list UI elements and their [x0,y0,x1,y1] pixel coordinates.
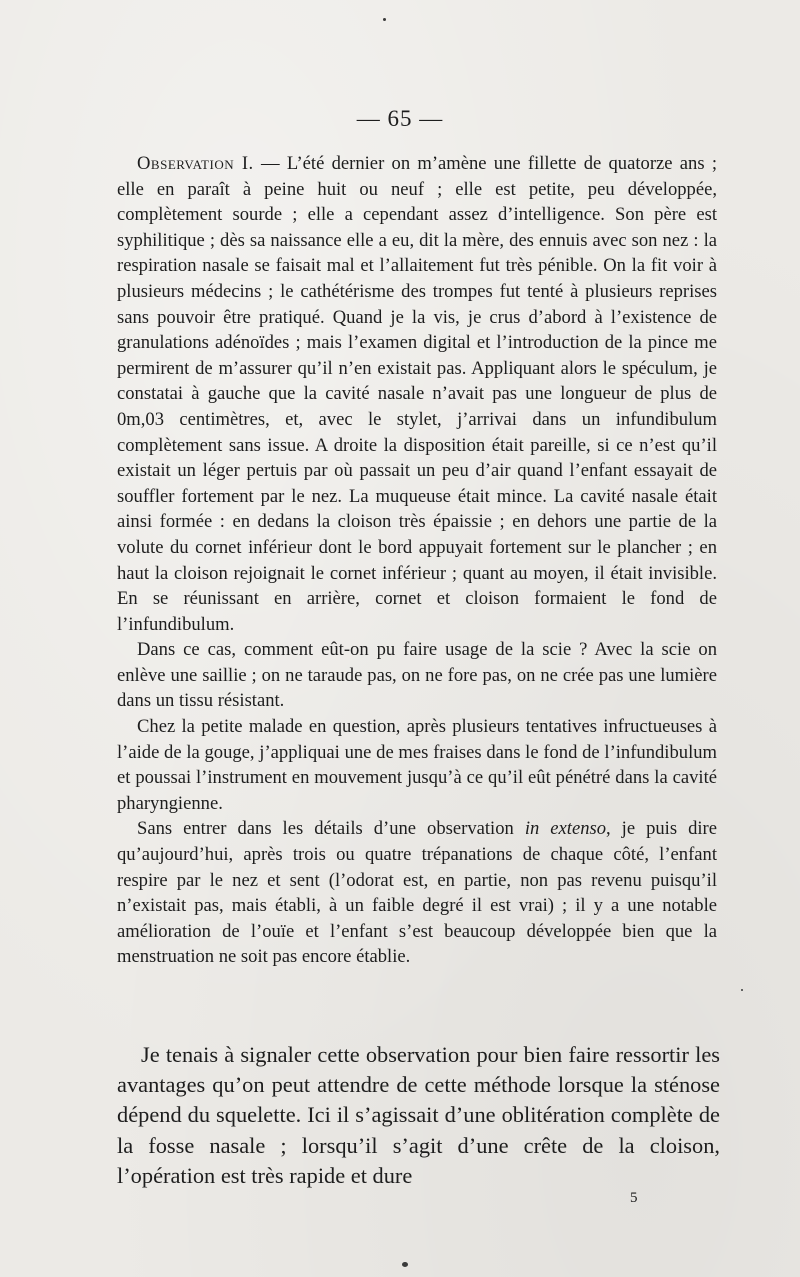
observation-paragraph-4 [117,816,717,970]
observation-paragraph-1 [117,151,717,637]
observation-label: Observation I. [137,153,254,174]
lead-paragraph: Je tenais à signaler cette observation pour bien faire ressortir les avantages qu’on peut attendre de cette méthode lorsque la sténose dépend du squelette. Ici il s’agissait d’une oblitération complète de la fosse nasale ; lorsqu’il s’agit d’une crête de la cloison, l’opération est très rapide et dure [117,1042,720,1188]
observation-paragraph-3: Chez la petite malade en question, après plusieurs tentatives infructueuses à l’aide de la gouge, j’appliquai une de mes fraises dans le fond de l’infundibulum et poussai l’instrument en mouvement jusqu’à ce qu’il eût pénétré dans la cavité pharyngienne. [117,716,717,814]
observation-paragraph-1-text: — L’été dernier on m’amène une fillette de quatorze ans ; elle en paraît à peine huit ou neuf ; elle est petite, peu développée, complètement sourde ; elle a cependant assez d’intelligence. Son père est syphilitique ; dès sa naissance elle a eu, dit la mère, des ennuis avec son nez : la respiration nasale se faisait mal et l’allaitement fut très pénible. On la fit voir à plusieurs médecins ; le cathétérisme des trompes fut tenté à plusieurs reprises sans pouvoir être pratiqué. Quand je la vis, je crus d’abord à l’existence de granulations adénoïdes ; mais l’examen digital et l’introduction de la pince me permirent de m’assurer qu’il n’en existait pas. Appliquant alors le spéculum, je constatai à gauche que la cavité nasale n’avait pas une longueur de plus de 0m,03 centimètres, et, avec le stylet, j’arrivai dans un infundibulum complètement sans issue. A droite la disposition était pareille, si ce n’est qu’il existait un léger pertuis par où passait un peu d’air quand l’enfant essayait de souffler fortement par le nez. La muqueuse était mince. La cavité nasale était ainsi formée : en dedans la cloison très épaissie ; en dehors une partie de la volute du cornet inférieur dont le bord appuyait fortement sur le plancher ; en haut la cloison rejoignait le cornet inférieur ; quant au moyen, il était invisible. En se réunissant en arrière, cornet et cloison formaient le fond de l’infundibulum. [117,153,717,635]
page-number: — 65 — [356,106,444,131]
observation-paragraph-4-before: Sans entrer dans les détails d’une observation [137,818,525,840]
paper-speck [402,1262,408,1267]
observation-paragraph-4-italic: in extenso [524,818,607,840]
signature-mark: 5 [630,1190,638,1206]
observation-paragraph-4-after: , je puis dire qu’aujourd’hui, après trois ou quatre trépanations de chaque côté, l’enfant respire par le nez et sent (l’odorat est, en partie, non pas revenu puisqu’il n’existait pas, mais établi, à un faible degré il est vrai) ; il y a une notable amélioration de l’ouïe et l’enfant s’est beaucoup développée bien que la menstruation ne soit pas encore établie. [117,818,717,968]
paper-speck [741,989,743,991]
paper-speck [383,18,386,21]
observation-paragraph-2: Dans ce cas, comment eût-on pu faire usage de la scie ? Avec la scie on enlève une saillie ; on ne taraude pas, on ne fore pas, on ne crée pas une lumière dans un tissu résistant. [117,639,717,712]
lead-body [117,1040,720,1191]
observation-body [117,151,717,970]
